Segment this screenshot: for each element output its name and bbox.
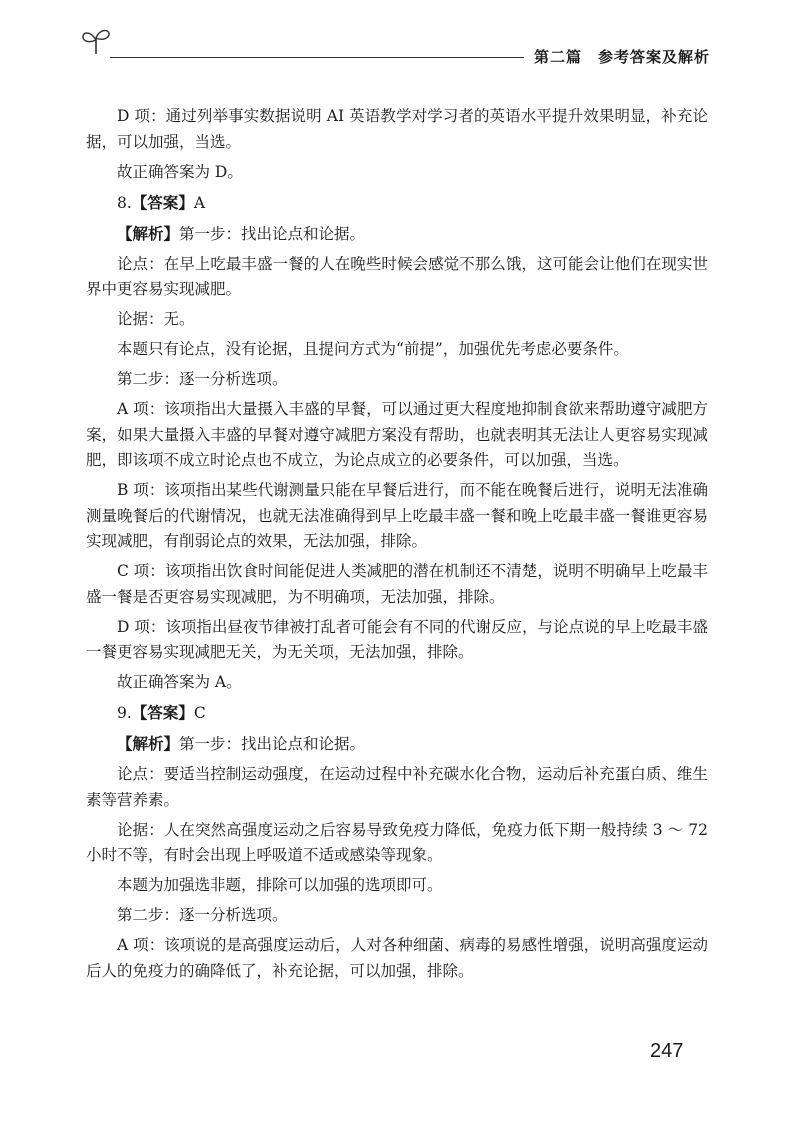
sprout-icon <box>80 26 112 56</box>
q8-answer: A <box>193 193 206 212</box>
q8-number: 8. <box>117 193 132 212</box>
q8-step1 <box>86 221 708 248</box>
q8-answer-tag: 【答案】 <box>131 192 194 212</box>
page-body <box>86 104 708 989</box>
q8-conclusion: 故正确答案为 A。 <box>117 673 242 691</box>
q9-evidence: 论据：人在突然高强度运动之后容易导致免疫力降低，免疫力低下期一般持续 3 ～ 72 小时不等，有时会出现上呼吸道不适或感染等现象。 <box>86 820 708 864</box>
q9-step1 <box>86 731 708 758</box>
q8-option-b: B 项：该项指出某些代谢测量只能在早餐后进行，而不能在晚餐后进行，说明无法准确测量晚餐后的代谢情况，也就无法准确得到早上吃最丰盛一餐和晚上吃最丰盛一餐谁更容易实现减肥，有削弱论点的效果，无法加强，排除。 <box>86 481 708 550</box>
q8-option-a: A 项：该项指出大量摄入丰盛的早餐，可以通过更大程度地抑制食欲来帮助遵守减肥方案，如果大量摄入丰盛的早餐对遵守减肥方案没有帮助，也就表明其无法让人更容易实现减肥，即该项不成立时论点也不成立，为论点成立的必要条件，可以加强，当选。 <box>86 400 708 469</box>
running-header <box>70 24 710 72</box>
q8-option-d: D 项：该项指出昼夜节律被打乱者可能会有不同的代谢反应，与论点说的早上吃最丰盛一餐更容易实现减肥无关，为无关项，无法加强，排除。 <box>86 617 708 661</box>
q9-note: 本题为加强选非题，排除可以加强的选项即可。 <box>117 876 443 894</box>
q9-number: 9. <box>117 704 132 722</box>
q8-step2: 第二步：逐一分析选项。 <box>117 370 288 388</box>
q9-analysis-tag: 【解析】 <box>117 734 180 753</box>
q8-answer-line <box>86 190 708 217</box>
q8-note: 本题只有论点，没有论据，且提问方式为“前提”，加强优先考虑必要条件。 <box>117 340 629 358</box>
q8-argument: 论点：在早上吃最丰盛一餐的人在晚些时候会感觉不那么饿，这可能会让他们在现实世界中更容易实现减肥。 <box>86 254 708 298</box>
q9-step1-text: 第一步：找出论点和论据。 <box>179 735 366 753</box>
q7-conclusion: 故正确答案为 D。 <box>117 162 243 181</box>
q9-argument: 论点：要适当控制运动强度，在运动过程中补充碳水化合物，运动后补充蛋白质、维生素等营养素。 <box>86 765 708 809</box>
header-title: 第二篇 参考答案及解析 <box>524 46 710 67</box>
q8-step1-text: 第一步：找出论点和论据。 <box>179 224 366 243</box>
page-number: 247 <box>650 1040 684 1062</box>
q8-option-c: C 项：该项指出饮食时间能促进人类减肥的潜在机制还不清楚，说明不明确早上吃最丰盛一餐是否更容易实现减肥，为不明确项，无法加强，排除。 <box>86 562 708 606</box>
q9-answer-line <box>86 700 708 727</box>
q8-analysis-tag: 【解析】 <box>117 223 180 243</box>
q9-option-a: A 项：该项说的是高强度运动后，人对各种细菌、病毒的易感性增强，说明高强度运动后人的免疫力的确降低了，补充论据，可以加强，排除。 <box>86 936 708 980</box>
q7-option-d: D 项：通过列举事实数据说明 AI 英语教学对学习者的英语水平提升效果明显，补充论据，可以加强，当选。 <box>86 107 708 151</box>
q9-answer-tag: 【答案】 <box>131 703 194 722</box>
q9-answer: C <box>193 704 206 722</box>
q9-step2: 第二步：逐一分析选项。 <box>117 906 288 924</box>
q8-evidence: 论据：无。 <box>117 310 195 328</box>
